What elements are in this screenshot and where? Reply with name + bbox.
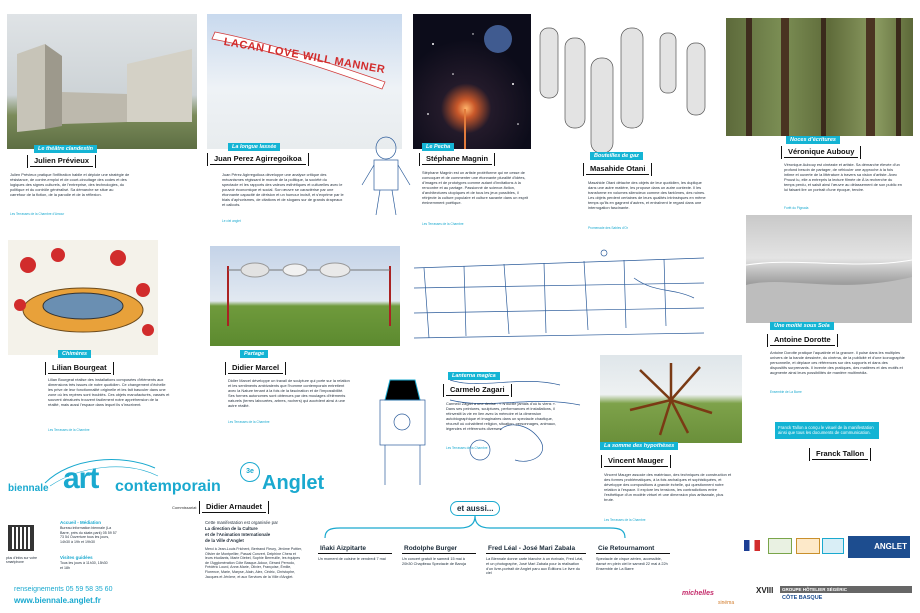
- sponsor-dept-icon: [796, 538, 820, 554]
- forest-trees: [726, 18, 913, 136]
- org-thanks: Merci à Jean-Louis Frichent, Bertrand Fleury, Jérôme Pottier, Olivier de Montpellier, Pascal Convert, Delphine Chera et leurs étudiants, Marie Diebel, Sophie Berreuille, les équipes de l'Agglomération Côte Basque-Adour, Gérard Perrodo, Frédéric Lourd, Anne-Marie, Olivier, Françoise, Émilie, Florence, Marie, Maryse, Alain, Alex, Cédric, Christophe, Jacques et Jérôme, et aux Services de la Ville d'Anglet.: [205, 547, 303, 579]
- mauger-sculpture: [600, 355, 742, 443]
- event-2: [486, 544, 586, 576]
- text-zagari: Carmelo Zagari a une devise : « N'oublie jamais d'où tu viens ». Dans ses peintures, sculptures, performances et installations, il réinvestit la vie en lien avec la mémoire et la dimension autobiographique et imaginaires dans un spectacle chaotique, récursif où cohabitent religion, situation, personnages, animaux, légendes et référencés diverses.: [446, 401, 557, 431]
- caption-zagari: Lanterna magica: [448, 372, 500, 380]
- text-dorotte: Antoine Dorotte pratique l'aquatinte et la gravure. Il puise dans les multiples univers de la bande dessinée, du cinéma, de la publicité et d'une iconographie personnelle, et déplace ces références sur des supports et dans des dispositifs surprenants. Il invente des pratiques, des matières et des motifs et augmente ainsi leurs possibilités de manière multimédia.: [770, 350, 905, 375]
- event-3-desc: Spectacle de cirque aérien, accessible, dansé en plein ciel le samedi 22 mai à 22h Ensemble de La Barre: [596, 557, 668, 571]
- name-magnin: Stéphane Magnin: [422, 153, 492, 165]
- magnin-astronaut-sketch: [358, 130, 413, 220]
- event-0-desc: Un moment de cuisine le vendredi 7 mai: [318, 557, 386, 561]
- name-aubouy: Véronique Aubouy: [784, 146, 858, 158]
- caption-otani: Bouteilles de gaz: [590, 152, 643, 160]
- org-intro: Cette manifestation est organisée par: [205, 520, 278, 525]
- name-mauger: Vincent Mauger: [604, 455, 668, 467]
- sponsor-flag-icon: [744, 540, 760, 551]
- text-marcel: Didier Marcel développe un travail de sculpture qui porte sur la relation et les sentiments ambivalents que l'homme contemporain entretient avec la Nature tenant à la fois de la fascination et de l'impossibilité. Ses formes autonomes sont obtenues par des moulages d'éléments naturels (terres labourées, arbres, rochers) qui accèdent ainsi à une autre réalité.: [228, 378, 350, 408]
- previeux-sculpture: [7, 14, 197, 149]
- photo-mauger: [600, 355, 742, 443]
- central-sketch: [404, 238, 724, 363]
- org-3: de la Ville d'Anglet: [205, 538, 244, 543]
- event-1-name: Rodolphe Burger: [402, 544, 476, 554]
- otani-bottles: [535, 18, 715, 158]
- caption-magnin: Le Pecha: [422, 143, 454, 151]
- commissariat-label: Commissariat: [172, 505, 197, 510]
- name-bourgeat: Lilian Bourgeat: [48, 362, 111, 374]
- event-0: [318, 544, 392, 562]
- text-agirregoikoa: Juan Pérez Agirregoikoa développe une analyse critique des mécanismes régissant le monde de la politique, la société du spectacle et les rapports des valeurs esthétiques et culturelles avec le pouvoir économique et social. Son œuvre se caractérise par une étonnante capacité de dérision et un humour incisif, et s'exprime par le biais d'aphorismes, de citations et de slogans sur de grands drapeaux et calicots.: [222, 172, 344, 207]
- photo-agirregoikoa: [207, 14, 402, 149]
- marcel-sculpture: [210, 246, 400, 346]
- place-mauger: Les Terrasses de la Chambre: [604, 518, 646, 522]
- space-scene: [413, 14, 531, 149]
- event-1: [402, 544, 476, 567]
- event-3: [596, 544, 670, 571]
- event-3-name: Cie Retournamont: [596, 544, 670, 554]
- event-1-desc: Un concert gratuit le samedi 15 mai à 20h30 Chapiteau Spectacle de Baroja: [402, 557, 466, 566]
- name-agirregoikoa: Juan Perez Agirregoikoa: [210, 153, 306, 165]
- brand-badge: 3e: [240, 462, 260, 482]
- name-tallon: Franck Tallon: [812, 448, 868, 460]
- photo-dorotte: [746, 215, 912, 323]
- accueil-text: Bureau information biennale (La Barre, près du skate-park) 05 59 57 73 54 Ouverture tous les jours, 14h30 à 19h et 19h30: [60, 526, 117, 544]
- banner-sky: [207, 14, 402, 149]
- place-aubouy: Forêt du Pignada: [784, 206, 809, 210]
- caption-mauger: La somme des hypothèses: [600, 442, 678, 450]
- sponsor-sinema: sinéma: [718, 600, 735, 606]
- photo-bourgeat: [8, 240, 158, 355]
- brand-anglet: Anglet: [262, 472, 325, 494]
- brand-contemporain: contemporain: [115, 478, 221, 495]
- name-marcel: Didier Marcel: [228, 362, 283, 374]
- caption-agirregoikoa: La longue lassée: [228, 143, 280, 151]
- sponsor-xviii: XVIII: [756, 586, 774, 595]
- visites-title: Visites guidées: [60, 555, 93, 560]
- place-magnin: Les Terrasses de la Chambre: [422, 222, 464, 226]
- accueil-title: Accueil - Médiation: [60, 520, 102, 525]
- tallon-box: Franck Tallon a conçu le visuel de la manifestation ainsi que tous les documents de communication.: [775, 422, 879, 439]
- visites-text: Tous les jours à 11h30, 15h30 et 18h: [60, 561, 108, 570]
- brand-biennale: biennale: [8, 483, 49, 494]
- org-1: La direction de la Culture: [205, 526, 258, 531]
- org-2: et de l'Animation Internationale: [205, 532, 271, 537]
- photo-magnin: [413, 14, 531, 149]
- name-otani: Masahide Otani: [586, 163, 649, 175]
- text-previeux: Julien Prévieux pratique l'infiltration habile et déploie une stratégie de résistance, de contre-emploi et de court-circuitage des codes et des logiques des signes culturels, de l'entreprise, des technologies, du politique et du contrôle généralisé. Sa démarche se situe au carrefour de la fiction, de la parodie et de la réflexion.: [10, 172, 130, 197]
- place-zagari: Les Terrasses de la Chambre: [446, 446, 488, 450]
- caption-bourgeat: Chimères: [58, 350, 91, 358]
- sponsor-cote: CÔTE BASQUE: [782, 595, 823, 601]
- qr-code[interactable]: [8, 525, 34, 551]
- event-2-name: Fred Léal - José Mari Zabala: [486, 544, 586, 554]
- photo-previeux: [7, 14, 197, 149]
- text-magnin: Stéphane Magnin est un artiste protéiforme qui ne cesse de convoquer et de commenter une étonnante pluralité d'idées, d'images et de prototypes comme autant d'invitations à la rencontre et au partage. Passionné de science-fiction, d'architectures utopiques et de tous les jeux possibles, il réinjecte la culture populaire et culture savante dans un esprit éminemment poétique.: [422, 170, 528, 205]
- place-dorotte: Ensemble de La Barre: [770, 390, 802, 394]
- anglet-logo-text: ANGLET: [874, 542, 907, 551]
- name-dorotte: Antoine Dorotte: [770, 334, 835, 346]
- beach-scene: [746, 215, 912, 323]
- website-link[interactable]: www.biennale.anglet.fr: [14, 596, 101, 605]
- place-bourgeat: Les Terrasses de la Chambre: [48, 428, 90, 432]
- event-0-name: Iñaki Aizpitarte: [318, 544, 392, 554]
- sponsor-region-icon: [768, 538, 792, 554]
- photo-aubouy: [726, 18, 913, 136]
- events-brace: [320, 512, 630, 542]
- brand-art: art: [63, 462, 99, 495]
- name-previeux: Julien Prévieux: [30, 155, 93, 167]
- photo-marcel: [210, 246, 400, 346]
- place-otani: Promenade des Sables d'Or: [588, 226, 628, 230]
- caption-previeux: Le théâtre clandestin: [34, 145, 97, 153]
- curator-name: Didier Arnaudet: [202, 501, 266, 513]
- phone-line: renseignements 05 59 58 35 60: [14, 586, 113, 593]
- place-marcel: Les Terrasses de la Chambre: [228, 420, 270, 424]
- text-bourgeat: Lilian Bourgeat réalise des installations composées d'éléments aux dimensions très issues de notre quotidien. Ce changement d'échelle les prive de leur fonctionnalité originelle et les fait basculer dans une zone où les repères sont troublés. Ces objets manufacturés, vassés et souvent dénaturés trouvent facilement notre appréhension de la réalité, mais aussi l'espace dans lequel ils s'inscrivent.: [48, 377, 170, 407]
- zagari-lantern-sketch: [360, 350, 440, 490]
- name-zagari: Carmelo Zagari: [446, 384, 509, 396]
- text-aubouy: Véronique Aubouy est cinéaste et artiste. Sa démarche élevée d'un profond besoin de partager, de véhiculer une approche à la fois intime et ouverte de la littérature à travers sa vision d'artiste. Avec Proust lu, elle a entrepris la lecture filmée de À la recherche du temps perdu, et saisit ainsi l'œuvre au délassement de son public en lui faisant lire un portrait d'une époque, tendre.: [784, 162, 902, 192]
- events-heading: et aussi...: [450, 501, 500, 516]
- caption-marcel: Partage: [240, 350, 268, 358]
- place-previeux: Les Terrasses de la Chambre d'Amour: [10, 212, 65, 216]
- place-agirregoikoa: Le ciel anglet: [222, 219, 241, 223]
- sponsor-groupe: GROUPE HÔTELIER SÉGÉRIC: [780, 586, 912, 593]
- qr-caption: plus d'infos sur votre smartphone: [6, 556, 37, 565]
- banner-text: LACAN LOVE WILL MANNER: [222, 36, 387, 77]
- caption-aubouy: Noces d'écritures: [786, 136, 840, 144]
- text-mauger: Vincent Mauger associe des matériaux, des techniques de construction et des formes problématiques, à la fois archaïques et sophistiquées, et développe des compositions à grande échelle, qui questionnent notre relation à l'espace. Il explore les tensions, les contradictions entre l'esthétique d'un modèle virtuel et une dimension plus artisanale, plus brute.: [604, 472, 732, 502]
- bourgeat-drawing: [8, 240, 158, 355]
- text-otani: Masahide Otani détache des objets de leur quotidien, les duplique dans une autre matière, les propose dans un autre contexte. Il les transforme en volumes silencieux comme des fantômes, des ruines. Les objets perdent certaines de leurs qualités intrinsèques en même temps qu'ils en gagnent d'autres, et entraînent le regard dans une interrogation fascinante.: [588, 180, 706, 210]
- sponsor-logos-row: [744, 538, 844, 556]
- anglet-logo: [848, 536, 910, 558]
- event-2-desc: La Biennale donne carte blanche à un écrivain, Fred Léal, et un photographe, José Mari Zabala pour la réalisation d'un livre-portrait de Anglet paru aux Éditions Le livre du ciel: [486, 557, 584, 576]
- caption-dorotte: Une moitié sous Sola: [770, 322, 834, 330]
- sponsor-agglo-icon: [822, 538, 844, 554]
- sponsor-michelles: michelles: [682, 590, 714, 597]
